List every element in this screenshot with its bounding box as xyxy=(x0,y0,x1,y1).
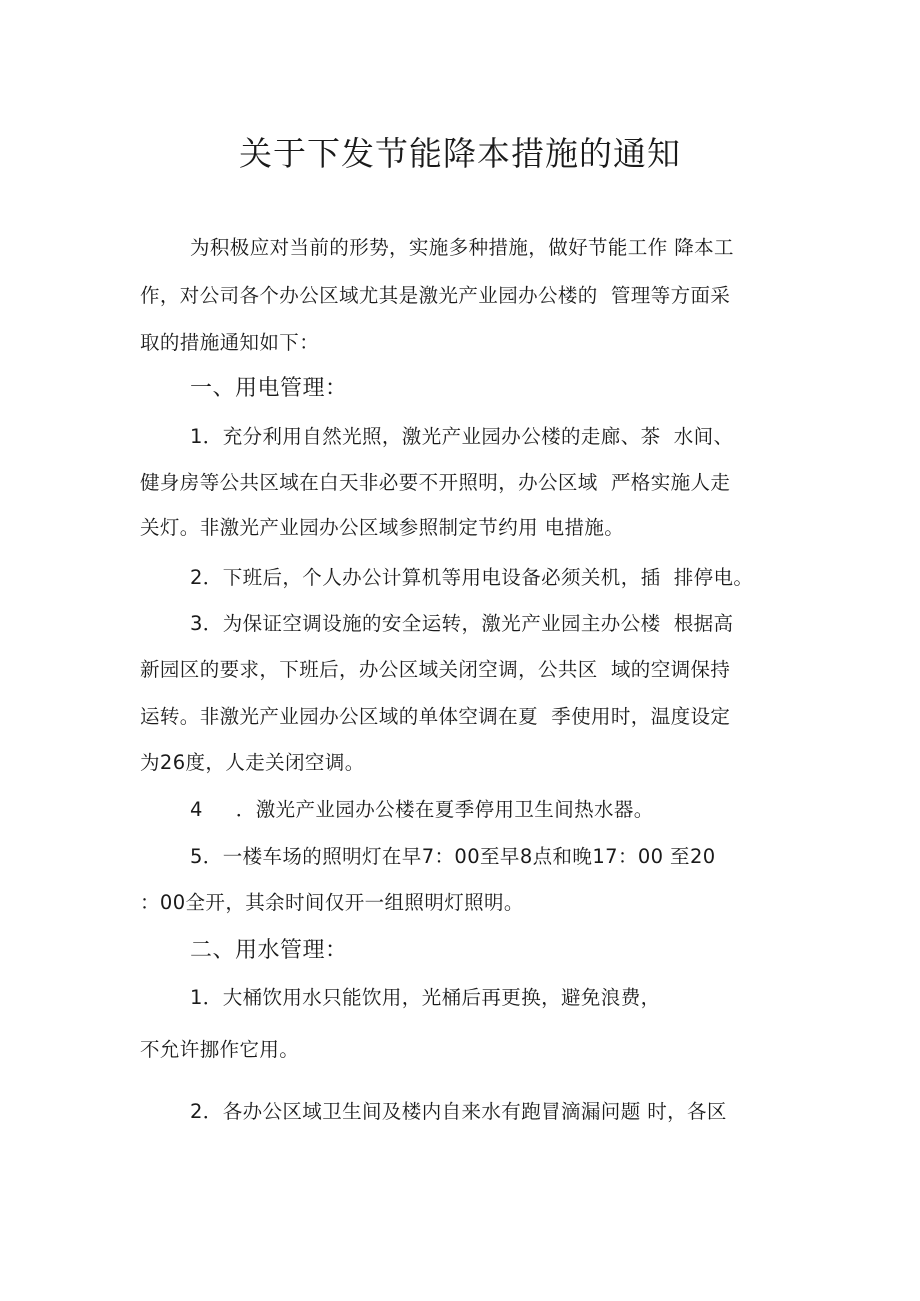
paragraph-line: 3．为保证空调设施的安全运转，激光产业园主办公楼 根据高 xyxy=(190,612,734,635)
paragraph-line: 新园区的要求，下班后，办公区域关闭空调，公共区 域的空调保持 xyxy=(140,658,731,681)
paragraph-line: 不允许挪作它用。 xyxy=(140,1038,300,1061)
section-heading-electricity: 一、用电管理： xyxy=(190,376,348,401)
paragraph-line: 2．各办公区域卫生间及楼内自来水有跑冒滴漏问题 时，各区 xyxy=(190,1100,727,1123)
section-heading-water: 二、用水管理： xyxy=(190,938,348,963)
paragraph-line: 运转。非激光产业园办公区域的单体空调在夏 季使用时，温度设定 xyxy=(140,705,731,728)
paragraph-line: 4 ．激光产业园办公楼在夏季停用卫生间热水器。 xyxy=(190,798,654,821)
paragraph-line: 5．一楼车场的照明灯在早7：00至早8点和晚17：00 至20 xyxy=(190,845,716,868)
paragraph-line: 2．下班后，个人办公计算机等用电设备必须关机，插 排停电。 xyxy=(190,566,754,589)
paragraph-line: 1．大桶饮用水只能饮用，光桶后再更换，避免浪费， xyxy=(190,986,661,1009)
paragraph-line: 为26度，人走关闭空调。 xyxy=(140,751,365,774)
paragraph-line: 关灯。非激光产业园办公区域参照制定节约用 电措施。 xyxy=(140,516,625,539)
intro-line: 作，对公司各个办公区域尤其是激光产业园办公楼的 管理等方面采 xyxy=(140,284,731,307)
intro-line: 为积极应对当前的形势，实施多种措施，做好节能工作 降本工 xyxy=(190,236,734,259)
document-title: 关于下发节能降本措施的通知 xyxy=(239,134,681,173)
paragraph-line: 健身房等公共区域在白天非必要不开照明，办公区域 严格实施人走 xyxy=(140,471,731,494)
intro-line: 取的措施通知如下： xyxy=(140,331,320,354)
paragraph-line: 1．充分利用自然光照，激光产业园办公楼的走廊、茶 水间、 xyxy=(190,425,734,448)
paragraph-line: ：00全开，其余时间仅开一组照明灯照明。 xyxy=(140,891,524,914)
